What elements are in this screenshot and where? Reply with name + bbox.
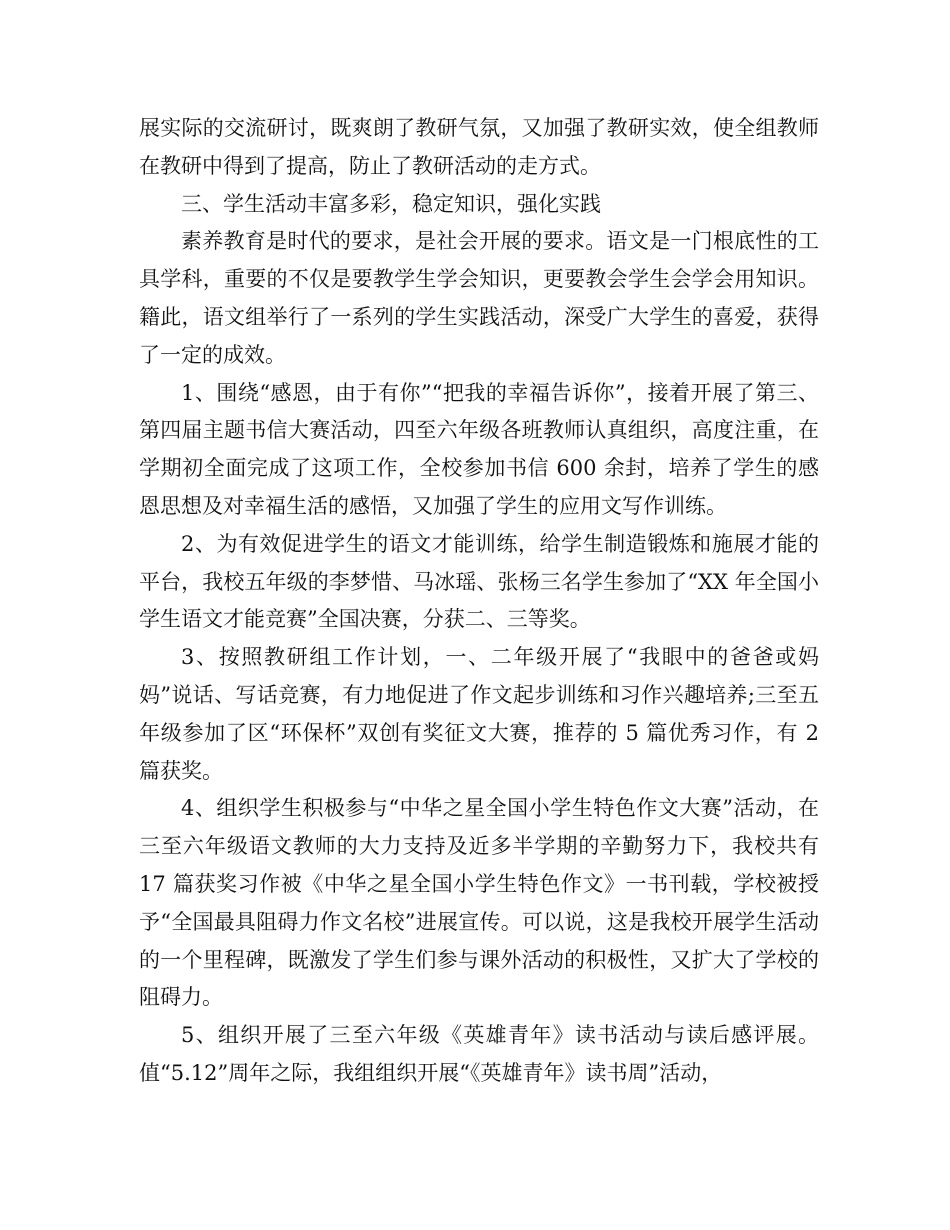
document-page	[139, 110, 819, 1093]
paragraph-item-2: 2、为有效促进学生的语文才能训练，给学生制造锻炼和施展才能的平台，我校五年级的李梦惜、马冰瑶、张杨三名学生参加了“XX 年全国小学生语文才能竞赛”全国决赛，分获二、三等奖。	[139, 531, 819, 632]
paragraph-continued: 展实际的交流研讨，既爽朗了教研气氛，又加强了教研实效，使全组教师在教研中得到了提高，防止了教研活动的走方式。	[139, 116, 819, 178]
paragraph-item-5: 5、组织开展了三至六年级《英雄青年》读书活动与读后感评展。值“5.12”周年之际，我组组织开展“《英雄青年》读书周”活动，	[139, 1023, 819, 1085]
paragraph-item-4: 4、组织学生积极参与“中华之星全国小学生特色作文大赛”活动，在三至六年级语文教师的大力支持及近多半学期的辛勤努力下，我校共有 17 篇获奖习作被《中华之星全国小学生特色作文》一书刊载，学校被授予“全国最具阻碍力作文名校”进展宣传。可以说，这是我校开展学生活动的一个里程碑，既激发了学生们参与课外活动的积极性，又扩大了学校的阻碍力。	[139, 796, 819, 1010]
paragraph-item-3: 3、按照教研组工作计划，一、二年级开展了“我眼中的爸爸或妈妈”说话、写话竞赛，有力地促进了作文起步训练和习作兴趣培养;三至五年级参加了区“环保杯”双创有奖征文大赛，推荐的 5 篇优秀习作，有 2 篇获奖。	[139, 645, 819, 783]
section-heading-3: 三、学生活动丰富多彩，稳定知识，强化实践	[181, 191, 601, 216]
paragraph-item-1: 1、围绕“感恩，由于有你”“把我的幸福告诉你”，接着开展了第三、第四届主题书信大赛活动，四至六年级各班教师认真组织，高度注重，在学期初全面完成了这项工作，全校参加书信 600 余封，培养了学生的感恩思想及对幸福生活的感悟，又加强了学生的应用文写作训练。	[139, 380, 819, 518]
paragraph-intro: 素养教育是时代的要求，是社会开展的要求。语文是一门根底性的工具学科，重要的不仅是要教学生学会知识，更要教会学生会学会用知识。籍此，语文组举行了一系列的学生实践活动，深受广大学生的喜爱，获得了一定的成效。	[139, 229, 819, 367]
